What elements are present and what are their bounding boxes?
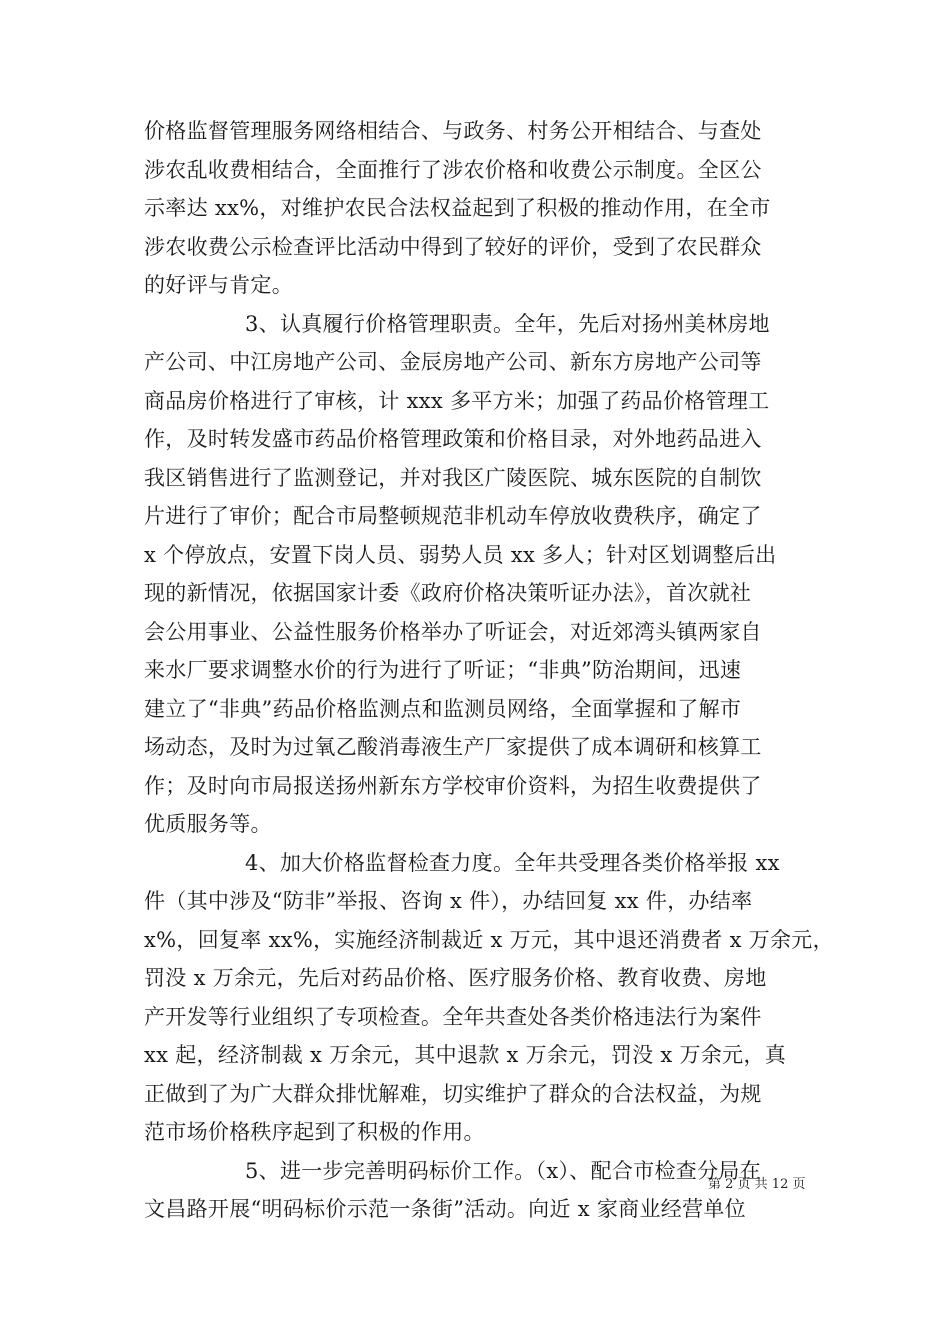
text-line: 片进行了审价；配合市局整顿规范非机动车停放收费秩序，确定了 <box>144 504 762 528</box>
text-line: 来水厂要求调整水价的行为进行了听证；“非典”防治期间，迅速 <box>144 658 742 682</box>
document-body <box>144 112 834 1229</box>
text-line: x 个停放点，安置下岗人员、弱势人员 xx 多人；针对区划调整后出 <box>144 542 777 567</box>
text-line: 作，及时转发盛市药品价格管理政策和价格目录，对外地药品进入 <box>144 427 762 451</box>
text-line: 罚没 x 万余元，先后对药品价格、医疗服务价格、教育收费、房地 <box>144 966 767 990</box>
text-line: 商品房价格进行了审核，计 xxx 多平方米；加强了药品价格管理工 <box>144 388 770 413</box>
text-line: 会公用事业、公益性服务价格举办了听证会，对近郊湾头镇两家自 <box>144 619 762 644</box>
text-line: 文昌路开展“明码标价示范一条街”活动。向近 x 家商业经营单位 <box>144 1197 746 1221</box>
text-line: 建立了“非典”药品价格监测点和监测员网络，全面掌握和了解市 <box>144 696 742 721</box>
text-line: 产公司、中江房地产公司、金辰房地产公司、新东方房地产公司等 <box>144 350 762 374</box>
paragraph-start-line: 5、进一步完善明码标价工作。（x）、配合市检查分局在 <box>245 1158 762 1183</box>
text-line: 现的新情况，依据国家计委《政府价格决策听证办法》，首次就社 <box>144 581 752 605</box>
text-line: 正做到了为广大群众排忧解难，切实维护了群众的合法权益，为规 <box>144 1081 762 1106</box>
text-line: 件（其中涉及“防非”举报、咨询 x 件），办结回复 xx 件，办结率 <box>144 889 753 913</box>
text-line: 示率达 xx%，对维护农民合法权益起到了积极的推动作用，在全市 <box>144 196 771 220</box>
text-line: 优质服务等。 <box>144 812 272 836</box>
page-number-footer: 第 2 页 共 12 页 <box>708 1177 806 1192</box>
text-line: 作；及时向市局报送扬州新东方学校审价资料，为招生收费提供了 <box>144 773 762 798</box>
text-line: 场动态，及时为过氧乙酸消毒液生产厂家提供了成本调研和核算工 <box>144 735 762 759</box>
text-line: 价格监督管理服务网络相结合、与政务、村务公开相结合、与查处 <box>144 119 762 143</box>
text-line: 范市场价格秩序起到了积极的作用。 <box>144 1120 485 1144</box>
text-line: 涉农乱收费相结合，全面推行了涉农价格和收费公示制度。全区公 <box>144 157 762 182</box>
text-line: 产开发等行业组织了专项检查。全年共查处各类价格违法行为案件 <box>144 1004 762 1029</box>
paragraph-start-line: 4、加大价格监督检查力度。全年共受理各类价格举报 xx <box>245 850 780 875</box>
text-line: 的好评与肯定。 <box>144 273 294 297</box>
text-line: xx 起，经济制裁 x 万余元，其中退款 x 万余元，罚没 x 万余元，真 <box>144 1043 787 1067</box>
text-line: x%，回复率 xx%，实施经济制裁近 x 万元，其中退还消费者 x 万余元， <box>144 927 834 952</box>
paragraph-start-line: 3、认真履行价格管理职责。全年，先后对扬州美林房地 <box>245 311 770 336</box>
text-line: 涉农收费公示检查评比活动中得到了较好的评价，受到了农民群众 <box>144 234 762 259</box>
text-line: 我区销售进行了监测登记，并对我区广陵医院、城东医院的自制饮 <box>144 465 762 490</box>
